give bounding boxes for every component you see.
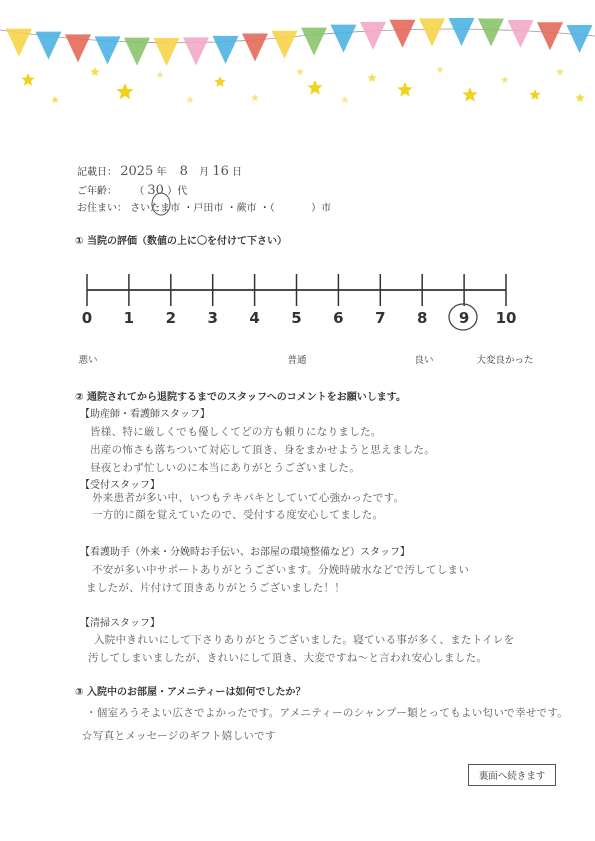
amenity-heading: ③ 入院中のお部屋・アメニティーは如何でしたか？	[75, 687, 306, 698]
selected-score-circle	[447, 304, 479, 332]
pennant	[478, 19, 504, 47]
age-close: ）代	[167, 186, 188, 197]
pennant	[360, 22, 386, 50]
pennant	[6, 29, 32, 57]
age-open: （	[134, 186, 145, 197]
comment-assistants-line-2: ましたが、片付けて頂きありがとうございました！！	[86, 582, 346, 594]
comment-nurses-line-1: 皆様、特に厳しくでも優しくてどの方も頼りになりました。	[90, 426, 382, 438]
scale-number-4: 4	[249, 309, 260, 327]
star	[367, 73, 377, 82]
label-very-good: 大変良かった	[476, 355, 534, 366]
star	[556, 68, 564, 75]
residence-option-warabi: ・蕨市	[226, 203, 257, 214]
star	[186, 96, 194, 103]
star	[214, 76, 225, 87]
star	[397, 82, 412, 97]
section-title-assistants: 【看護助手（外来・分娩時お手伝い、お部屋の環境整備など）スタッフ】	[80, 547, 410, 558]
day-unit: 日	[232, 167, 243, 178]
year-value: 2025	[120, 164, 154, 179]
star	[436, 66, 444, 73]
pennant	[242, 34, 268, 62]
amenity-line-1: ・個室ろうそよい広さでよかったです。アメニティーのシャンプー類とってもよい匂いで幸せです。	[86, 707, 569, 719]
comment-nurses-line-3: 昼夜とわず忙しいのに本当にありがとうございました。	[90, 462, 360, 474]
amenity-line-2: ☆写真とメッセージのギフト嬉しいです	[82, 730, 276, 742]
scale-number-0: 0	[81, 309, 93, 327]
pennant	[331, 25, 357, 53]
scale-number-5: 5	[291, 309, 302, 327]
star	[21, 73, 34, 86]
star	[529, 89, 540, 100]
comment-nurses-line-2: 出産の怖さも落ちついて対応して頂き、身をまかせようと思えました。	[90, 444, 436, 456]
star	[462, 87, 477, 102]
comment-reception-line-1: 外来患者が多い中、いつもテキパキとしていて心強かったです。	[92, 492, 405, 504]
residence-option-saitama: さいたま市	[130, 199, 180, 214]
pennant	[567, 25, 593, 53]
day-value: 16	[212, 164, 229, 179]
star	[51, 96, 59, 103]
star	[116, 83, 133, 99]
scale-number-2: 2	[165, 309, 177, 327]
star	[296, 68, 304, 75]
evaluation-scale-line	[0, 270, 595, 310]
comment-cleaning-line-2: 汚してしまいましたが、きれいにして頂き、大変ですね〜と言われ安心しました。	[88, 652, 488, 664]
section-title-cleaning: 【清掃スタッフ】	[80, 618, 160, 629]
scale-number-7: 7	[375, 309, 386, 327]
age-value: 30	[147, 183, 164, 198]
star	[90, 67, 100, 76]
pennant	[95, 36, 121, 64]
pennant	[154, 38, 180, 66]
star	[341, 96, 349, 103]
pennant-flags	[0, 18, 595, 66]
pennant	[272, 31, 298, 59]
star	[251, 94, 259, 101]
scale-number-6: 6	[333, 309, 344, 327]
pennant	[449, 18, 475, 46]
pennant	[537, 22, 563, 50]
scale-number-10: 10	[495, 309, 517, 327]
age-label: ご年齢：	[77, 186, 117, 197]
section-title-nurses: 【助産師・看護師スタッフ】	[80, 409, 210, 420]
label-good: 良い	[414, 355, 434, 366]
comment-cleaning-line-1: 入院中きれいにして下さりありがとうございました。寝ている事が多く、またトイレを	[94, 634, 515, 646]
residence-option-other-open: ・（	[259, 203, 275, 214]
section-title-reception: 【受付スタッフ】	[80, 480, 160, 491]
month-unit: 月	[199, 167, 210, 178]
residence-option-other-close: ）市	[311, 203, 332, 214]
continue-on-back-box: 裏面へ続きます	[468, 764, 556, 786]
evaluation-heading: ① 当院の評価（数値の上に〇を付けて下さい）	[75, 236, 287, 247]
month-value: 8	[179, 164, 188, 179]
residence-label: お住まい：	[77, 203, 127, 214]
star	[307, 80, 322, 95]
pennant	[124, 38, 150, 66]
pennant	[36, 32, 62, 60]
label-bad: 悪い	[78, 355, 98, 366]
star	[501, 76, 509, 83]
pennant	[419, 18, 445, 46]
scale-number-9: 9	[458, 309, 470, 327]
pennant	[301, 28, 327, 56]
selection-circle	[150, 194, 172, 216]
pennant	[213, 36, 239, 64]
year-unit: 年	[156, 167, 167, 178]
residence-option-toda: ・戸田市	[183, 203, 224, 214]
scale-number-8: 8	[416, 309, 428, 327]
scale-number-3: 3	[207, 309, 218, 327]
record-date-row	[77, 163, 242, 179]
scale-number-1: 1	[123, 309, 135, 327]
comment-reception-line-2: 一方的に顔を覚えていたので、受付する度安心してました。	[92, 509, 384, 521]
pennant	[508, 20, 534, 48]
star	[575, 93, 585, 102]
star	[156, 71, 164, 78]
bunting-banner	[0, 0, 595, 115]
pennant	[65, 34, 91, 62]
pennant	[183, 37, 209, 65]
date-label: 記載日：	[77, 167, 117, 178]
comment-assistants-line-1: 不安が多い中サポートありがとうございます。分娩時破水などで汚してしまい	[92, 564, 470, 576]
decorative-stars	[21, 66, 585, 103]
record-residence-row	[77, 199, 331, 214]
comments-heading: ② 通院されてから退院するまでのスタッフへのコメントをお願いします。	[75, 392, 406, 403]
pennant	[390, 20, 416, 48]
label-normal: 普通	[287, 355, 307, 366]
